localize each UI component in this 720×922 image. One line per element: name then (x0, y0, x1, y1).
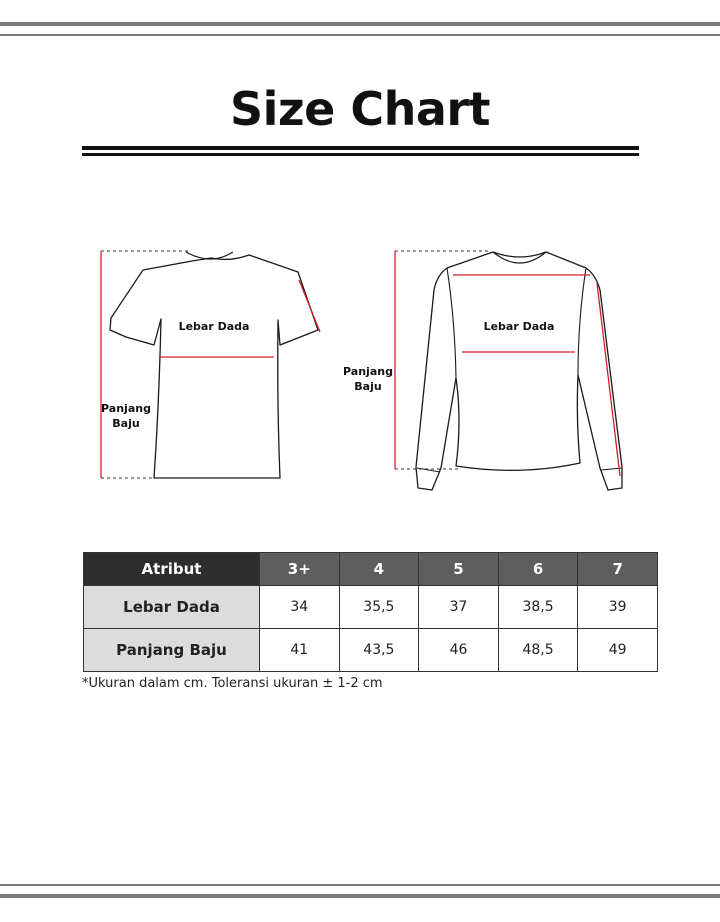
longsleeve-length-label-line2: Baju (354, 380, 382, 393)
row-label: Panjang Baju (84, 629, 260, 672)
top-border-line (0, 22, 720, 26)
longsleeve-sleeve-line (597, 283, 620, 476)
longsleeve-chest-label: Lebar Dada (483, 320, 555, 333)
longsleeve-right-armhole (578, 268, 586, 375)
tshirt-length-label-line2: Baju (112, 417, 140, 430)
longsleeve-length-label-line1: Panjang (343, 365, 393, 378)
header-cell-size: 6 (498, 553, 578, 586)
table-cell: 39 (578, 586, 658, 629)
header-cell-size: 5 (419, 553, 499, 586)
table-cell: 35,5 (339, 586, 419, 629)
table-row (84, 586, 658, 629)
table-cell: 38,5 (498, 586, 578, 629)
longsleeve-illustration (343, 251, 622, 490)
title-rule-thin (82, 153, 639, 156)
tolerance-note: *Ukuran dalam cm. Toleransi ukuran ± 1-2 cm (82, 676, 383, 691)
table-cell: 46 (419, 629, 499, 672)
row-label: Lebar Dada (84, 586, 260, 629)
header-cell-size: 3+ (260, 553, 340, 586)
garment-illustrations (0, 230, 720, 500)
table-cell: 37 (419, 586, 499, 629)
longsleeve-body-outline (416, 252, 622, 490)
header-cell-size: 4 (339, 553, 419, 586)
table-cell: 34 (260, 586, 340, 629)
table-cell: 48,5 (498, 629, 578, 672)
title-rule-thick (82, 146, 639, 150)
table-cell: 43,5 (339, 629, 419, 672)
tshirt-chest-label: Lebar Dada (178, 320, 250, 333)
size-table (83, 552, 658, 672)
bottom-border-line (0, 894, 720, 898)
tshirt-sleeve-line (299, 280, 320, 332)
header-cell-size: 7 (578, 553, 658, 586)
table-cell: 49 (578, 629, 658, 672)
top-border-line-thin (0, 34, 720, 36)
page-title: Size Chart (229, 82, 491, 136)
tshirt-outline (110, 255, 318, 478)
table-header-row (84, 553, 658, 586)
table-row (84, 629, 658, 672)
tshirt-illustration (101, 251, 320, 478)
longsleeve-left-armhole (447, 268, 456, 378)
bottom-border-line-thin (0, 884, 720, 886)
tshirt-length-label-line1: Panjang (101, 402, 151, 415)
header-cell-attribute: Atribut (84, 553, 260, 586)
table-cell: 41 (260, 629, 340, 672)
